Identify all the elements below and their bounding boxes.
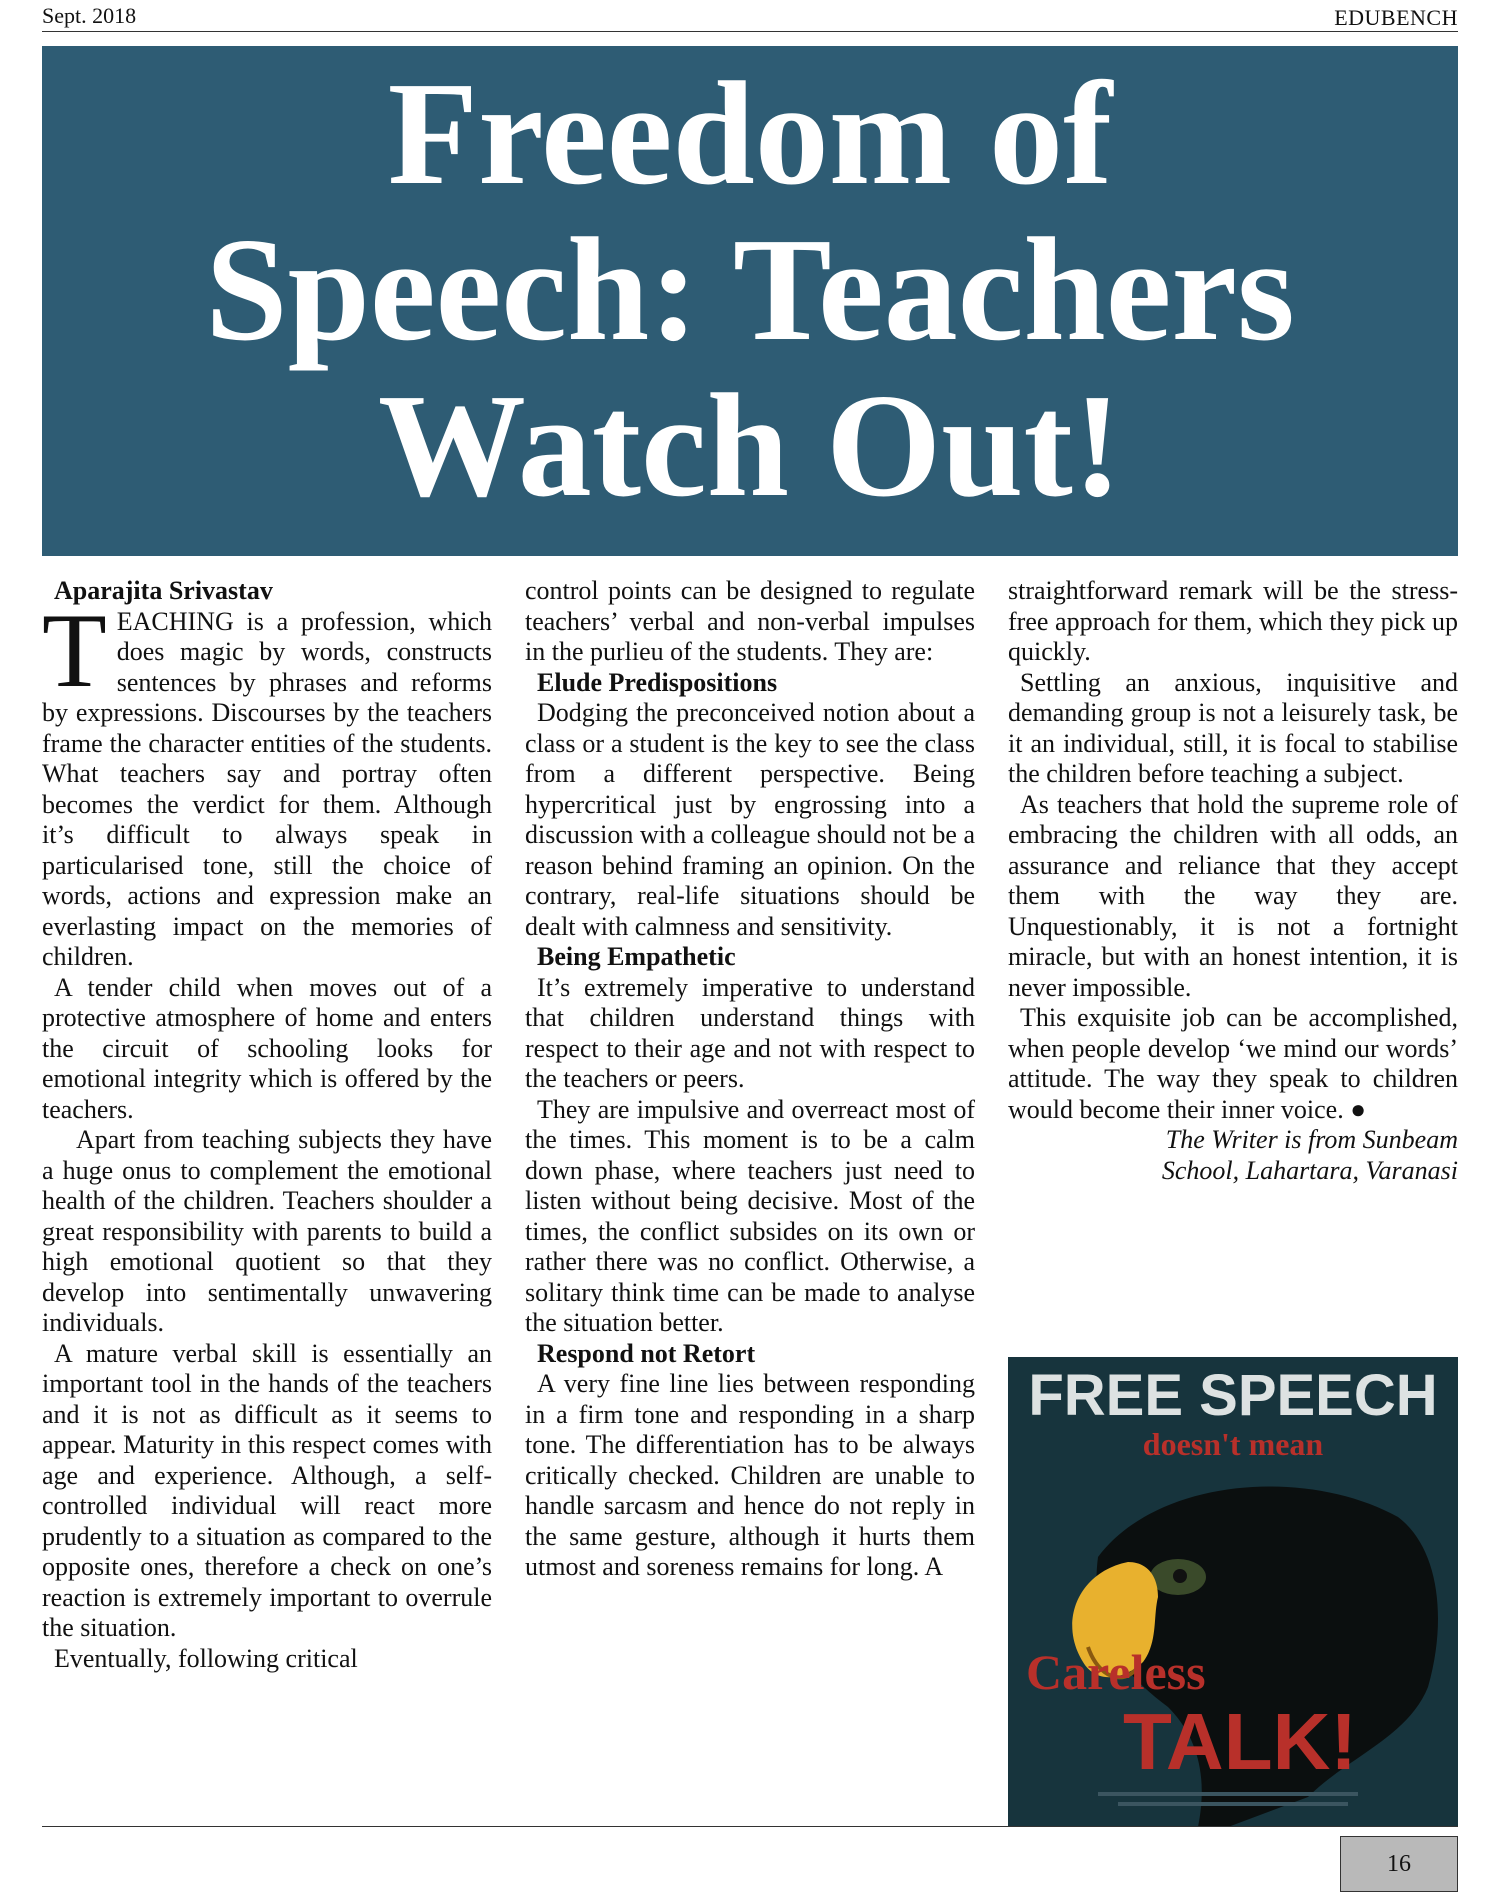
- paragraph: It’s extremely imperative to understand that children understand things with respect to their age and not with respect to the teachers or peers.: [525, 972, 975, 1093]
- author-credit-line-1: The Writer is from Sunbeam: [1165, 1125, 1458, 1154]
- paragraph: They are impulsive and overreact most of the times. This moment is to be a calm down phase, where teachers just need to listen without being decisive. Most of the times, the conflict subsides on its own or rather there was no conflict. Otherwise, a solitary think time can be made to analyse the situation better.: [525, 1094, 975, 1337]
- poster-doesnt-mean-text: doesn't mean: [1142, 1426, 1324, 1462]
- paragraph: As teachers that hold the supreme role of embracing the children with all odds, an assurance and reliance that they accept them with the way they are. Unquestionably, it is not a fortnight miracle, but with an honest intention, it is never impossible.: [1008, 789, 1458, 1002]
- poster-fine-print: [1098, 1792, 1358, 1796]
- headline-line-3: Watch Out!: [377, 364, 1123, 528]
- article-column-1: [42, 576, 492, 1674]
- subheading: Being Empathetic: [537, 942, 736, 971]
- bottom-rule: [42, 1826, 1458, 1827]
- headline-line-2: Speech: Teachers: [205, 208, 1295, 372]
- paragraph: [42, 591, 492, 973]
- issue-date: Sept. 2018: [42, 3, 137, 28]
- paragraph: Dodging the preconceived notion about a class or a student is the key to see the class from a different perspective. Being hypercritical just by engrossing into a discussion with a colleague should not be a reason behind framing an opinion. On the contrary, real-life situations should be dealt with calmness and sensitivity.: [525, 698, 975, 941]
- poster-talk-text: TALK!: [1123, 1697, 1357, 1786]
- author-credit-line-2: School, Lahartara, Varanasi: [1161, 1155, 1458, 1185]
- poster-fine-print: [1118, 1802, 1348, 1806]
- paragraph: control points can be designed to regulate teachers’ verbal and non-verbal impulses in the purlieu of the students. They are:: [525, 576, 975, 666]
- article-column-2: [525, 576, 975, 1583]
- paragraph: A mature verbal skill is essentially an important tool in the hands of the teachers and it is not as difficult as it seems to appear. Maturity in this respect comes with age and experience. Although, a self-controlled individual will react more prudently to a situation as compared to the opposite ones, therefore a check on one’s reaction is extremely important to overrule the situation.: [42, 1338, 492, 1642]
- subheading: Respond not Retort: [537, 1338, 756, 1368]
- paragraph: Eventually, following critical: [54, 1643, 358, 1673]
- drop-cap: T: [42, 591, 107, 709]
- author-byline: Aparajita Srivastav: [54, 576, 273, 605]
- poster-careless-text: Careless: [1026, 1644, 1206, 1700]
- paragraph: This exquisite job can be accomplished, when people develop ‘we mind our words’ attitude. The way they speak to children would become their inner voice. ●: [1008, 1003, 1458, 1124]
- poster-free-speech-text: FREE SPEECH: [1028, 1363, 1438, 1428]
- free-speech-poster: [1008, 1357, 1458, 1827]
- article-column-3: [1008, 576, 1458, 1186]
- publication-name: EDUBENCH: [1334, 5, 1458, 30]
- headline-line-1: Freedom of: [387, 52, 1113, 216]
- subheading: Elude Predispositions: [537, 667, 778, 697]
- page-number: 16: [1340, 1836, 1458, 1892]
- paragraph: A tender child when moves out of a protective atmosphere of home and enters the circuit of schooling looks for emotional integrity which is offered by the teachers.: [42, 972, 492, 1124]
- paragraph: straightforward remark will be the stress-free approach for them, which they pick up quickly.: [1008, 576, 1458, 666]
- headline: [42, 46, 1458, 528]
- paragraph: A very fine line lies between responding in a firm tone and responding in a sharp tone. The differentiation has to be always critically checked. Children are unable to handle sarcasm and hence do not reply in the same gesture, although it hurts them utmost and soreness remains for long. A: [525, 1369, 975, 1581]
- top-bar: [42, 2, 1458, 32]
- parrot-eye: [1173, 1569, 1187, 1583]
- paragraph-text: EACHING is a profession, which does magic by words, constructs sentences by phrases and reforms by expressions. Discourses by the teachers frame the character entities of the students. What teachers say and portray often becomes the verdict for them. Although it’s difficult to always speak in particularised tone, still the choice of words, actions and expression make an everlasting impact on the memories of children.: [42, 606, 492, 971]
- headline-banner: [42, 46, 1458, 556]
- paragraph: Settling an anxious, inquisitive and demanding group is not a leisurely task, be it an individual, still, it is focal to stabilise the children before teaching a subject.: [1008, 667, 1458, 788]
- paragraph: Apart from teaching subjects they have a huge onus to complement the emotional health of the children. Teachers shoulder a great responsibility with parents to build a high emotional quotient so that they develop into sentimentally unwavering individuals.: [42, 1125, 492, 1337]
- poster-illustration: [1008, 1357, 1458, 1827]
